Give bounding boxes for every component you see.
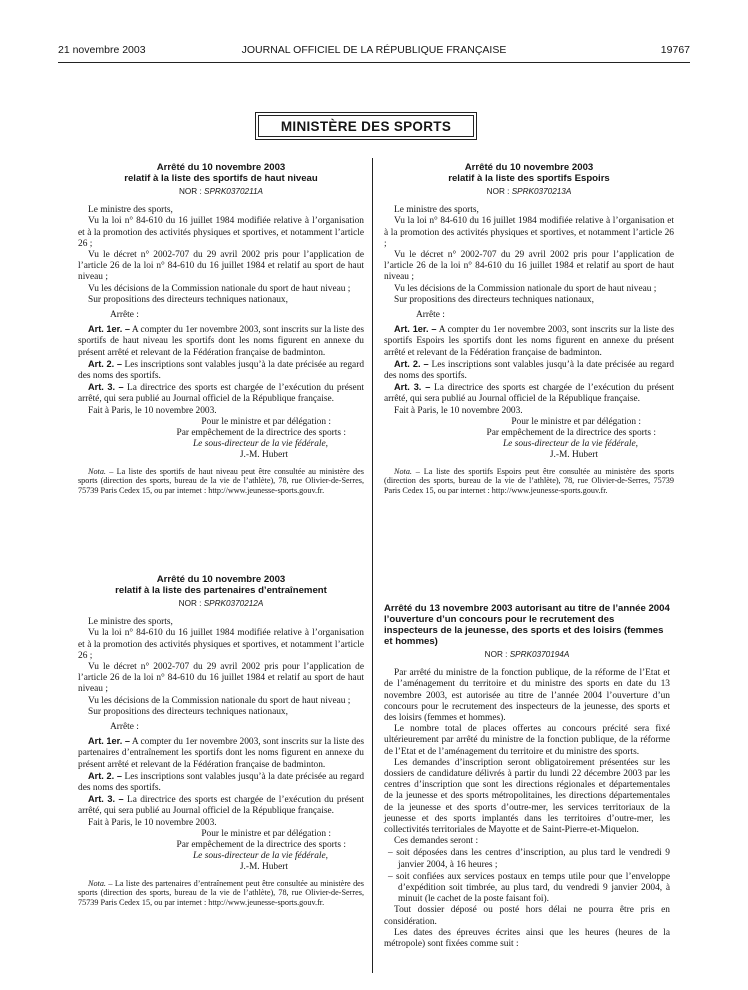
- running-header: [58, 44, 690, 58]
- header-rule: [58, 62, 690, 63]
- paragraph: Le nombre total de places offertes au concours précité sera fixé ultérieurement par arrêté du ministre de la fonction publique, de la réforme de l’Etat et de l’aménagement du territoire et du ministre des sports.: [384, 724, 670, 757]
- article-1: Art. 1er. – A compter du 1er novembre 2003, sont inscrits sur la liste des sportifs Espoirs les sportifs dont les noms figurent en annexe du présent arrêté et relevant de la Fédération française de badminton.: [384, 324, 674, 358]
- visa-decisions: Vu les décisions de la Commission nationale du sport de haut niveau ;: [88, 695, 351, 706]
- arrete-label: Arrête :: [110, 722, 139, 733]
- visa-loi: Vu la loi n° 84-610 du 16 juillet 1984 modifiée relative à l’organisation et à la promotion des activités physiques et sportives, et notamment l’article 26 ;: [384, 216, 674, 249]
- visa-minister: Le ministre des sports,: [88, 205, 173, 216]
- fait-a-paris: Fait à Paris, le 10 novembre 2003.: [394, 405, 523, 416]
- paragraph: Les dates des épreuves écrites ainsi que les heures (heures de la métropole) sont fixées comme suit :: [384, 927, 670, 950]
- arrete-subtitle: relatif à la liste des sportifs Espoirs: [448, 173, 610, 184]
- article-1: Art. 1er. – A compter du 1er novembre 2003, sont inscrits sur la liste des partenaires d’entraînement les sportifs dont les noms figurent en annexe du présent arrêté et relevant de la Fédération française de badminton.: [78, 736, 365, 770]
- arrete-subtitle: relatif à la liste des partenaires d’entraînement: [115, 585, 327, 596]
- nota: Nota. – La liste des sportifs de haut niveau peut être consultée au ministère des sports (direction des sports, bureau de la vie de l’athlète), 78, rue Olivier-de-Serres, 75739 Paris Cedex 15, ou par internet : http://www.jeunesse-sports.gouv.fr.: [78, 466, 364, 496]
- arrete-title: Arrêté du 13 novembre 2003 autorisant au titre de l’année 2004 l’ouverture d’un concours pour le recrutement des inspecteurs de la jeunesse, des sports et des loisirs (femmes et hommes): [384, 603, 670, 647]
- nor-reference: NOR : SPRK0370194A: [484, 650, 570, 659]
- visa-loi: Vu la loi n° 84-610 du 16 juillet 1984 modifiée relative à l’organisation et à la promotion des activités physiques et sportives, et notamment l’article 26 ;: [78, 216, 364, 249]
- signature-block: Pour le ministre et par délégation : Par empêchement de la directrice des sports : Le sous-directeur de la vie fédérale, J.-M. Hubert: [486, 416, 656, 460]
- header-journal-title: JOURNAL OFFICIEL DE LA RÉPUBLIQUE FRANÇAISE: [241, 44, 507, 56]
- visa-propositions: Sur propositions des directeurs techniques nationaux,: [394, 294, 594, 305]
- arrete-espoirs: [384, 162, 674, 496]
- arrete-title: Arrêté du 10 novembre 2003: [156, 162, 286, 173]
- visa-minister: Le ministre des sports,: [88, 617, 173, 628]
- paragraph: Tout dossier déposé ou posté hors délai ne pourra être pris en considération.: [384, 905, 670, 927]
- arrete-title: Arrêté du 10 novembre 2003: [156, 574, 286, 585]
- article-2: Art. 2. – Les inscriptions sont valables jusqu’à la date précisée au regard des noms des sportifs.: [384, 358, 675, 382]
- paragraph: Par arrêté du ministre de la fonction publique, de la réforme de l’Etat et de l’aménagement du territoire et du ministre des sports en date du 13 novembre 2003, est autorisée au titre de l’année 2004 l’ouverture d’un concours pour le recrutement des inspecteurs de la jeunesse, des sports et des loisirs (femmes et hommes).: [384, 668, 670, 724]
- header-page-number: 19767: [660, 44, 690, 56]
- nor-reference: NOR : SPRK0370211A: [178, 187, 264, 196]
- visa-decret: Vu le décret n° 2002-707 du 29 avril 2002 pris pour l’application de l’article 26 de la loi n° 84-610 du 16 juillet 1984 et relatif au sport de haut niveau ;: [78, 662, 364, 695]
- paragraph: Les demandes d’inscription seront obligatoirement présentées sur les dossiers de candidature délivrés à partir du lundi 22 décembre 2003 par les centres d’inscription que sont les directions régionales et départementales de la jeunesse et des sports métropolitaines, les directions départementales de la jeunesse et des sports d’outre-mer, les services territoriaux de la jeunesse et des sports implantés dans les territoires d’outre-mer, les collectivités territoriales de Mayotte et de Saint-Pierre-et-Miquelon.: [384, 757, 670, 836]
- signature-block: Pour le ministre et par délégation : Par empêchement de la directrice des sports : Le sous-directeur de la vie fédérale, J.-M. Hubert: [176, 416, 346, 460]
- ministry-box: [255, 112, 477, 140]
- arrete-title: Arrêté du 10 novembre 2003: [464, 162, 594, 173]
- visa-decisions: Vu les décisions de la Commission nationale du sport de haut niveau ;: [394, 283, 657, 294]
- nota: Nota. – La liste des sportifs Espoirs peut être consultée au ministère des sports (direction des sports, bureau de la vie de l’athlète), 78, rue Olivier-de-Serres, 75739 Paris Cedex 15, ou par internet : http://www.jeunesse-sports.gouv.fr.: [384, 466, 674, 496]
- column-divider: [372, 158, 373, 973]
- arrete-label: Arrête :: [416, 310, 445, 321]
- dash-item: – soit confiées aux services postaux en temps utile pour que l’enveloppe d’expédition soit timbrée, au plus tard, du vendredi 9 janvier 2004, à minuit (le cachet de la poste faisant foi).: [388, 871, 670, 905]
- fait-a-paris: Fait à Paris, le 10 novembre 2003.: [88, 817, 217, 828]
- article-3: Art. 3. – La directrice des sports est chargée de l’exécution du présent arrêté, qui sera publié au Journal officiel de la République française.: [384, 382, 675, 405]
- article-2: Art. 2. – Les inscriptions sont valables jusqu’à la date précisée au regard des noms des sportifs.: [78, 770, 365, 794]
- nota: Nota. – La liste des partenaires d’entraînement peut être consultée au ministère des sports (direction des sports, bureau de la vie de l’athlète), 78, rue Olivier-de-Serres, 75739 Paris Cedex 15, ou par internet : http://www.jeunesse-sports.gouv.fr.: [78, 878, 364, 908]
- dash-item: – soit déposées dans les centres d’inscription, au plus tard le vendredi 9 janvier 2004, à 16 heures ;: [388, 848, 670, 870]
- ministry-title: MINISTÈRE DES SPORTS: [258, 115, 474, 137]
- article-3: Art. 3. – La directrice des sports est chargée de l’exécution du présent arrêté, qui sera publié au Journal officiel de la République française.: [78, 382, 365, 405]
- visa-minister: Le ministre des sports,: [394, 205, 479, 216]
- arrete-label: Arrête :: [110, 310, 139, 321]
- visa-propositions: Sur propositions des directeurs techniques nationaux,: [88, 294, 288, 305]
- article-1: Art. 1er. – A compter du 1er novembre 2003, sont inscrits sur la liste des sportifs de haut niveau les sportifs dont les noms figurent en annexe du présent arrêté et relevant de la Fédération française de badminton.: [78, 324, 365, 358]
- arrete-partenaires: [78, 574, 364, 908]
- arrete-subtitle: relatif à la liste des sportifs de haut niveau: [124, 173, 318, 184]
- arrete-concours-inspecteurs: [384, 603, 670, 950]
- nor-reference: NOR : SPRK0370213A: [486, 187, 572, 196]
- visa-loi: Vu la loi n° 84-610 du 16 juillet 1984 modifiée relative à l’organisation et à la promotion des activités physiques et sportives, et notamment l’article 26 ;: [78, 628, 364, 661]
- article-3: Art. 3. – La directrice des sports est chargée de l’exécution du présent arrêté, qui sera publié au Journal officiel de la République française.: [78, 794, 365, 817]
- fait-a-paris: Fait à Paris, le 10 novembre 2003.: [88, 405, 217, 416]
- signature-block: Pour le ministre et par délégation : Par empêchement de la directrice des sports : Le sous-directeur de la vie fédérale, J.-M. Hubert: [176, 828, 346, 872]
- header-date: 21 novembre 2003: [58, 44, 146, 56]
- visa-decret: Vu le décret n° 2002-707 du 29 avril 2002 pris pour l’application de l’article 26 de la loi n° 84-610 du 16 juillet 1984 et relatif au sport de haut niveau ;: [78, 250, 364, 283]
- visa-decisions: Vu les décisions de la Commission nationale du sport de haut niveau ;: [88, 283, 351, 294]
- article-2: Art. 2. – Les inscriptions sont valables jusqu’à la date précisée au regard des noms des sportifs.: [78, 358, 365, 382]
- arrete-haut-niveau: [78, 162, 364, 496]
- paragraph: Ces demandes seront :: [394, 836, 479, 847]
- nor-reference: NOR : SPRK0370212A: [178, 599, 264, 608]
- visa-decret: Vu le décret n° 2002-707 du 29 avril 2002 pris pour l’application de l’article 26 de la loi n° 84-610 du 16 juillet 1984 et relatif au sport de haut niveau ;: [384, 250, 674, 283]
- visa-propositions: Sur propositions des directeurs techniques nationaux,: [88, 706, 288, 717]
